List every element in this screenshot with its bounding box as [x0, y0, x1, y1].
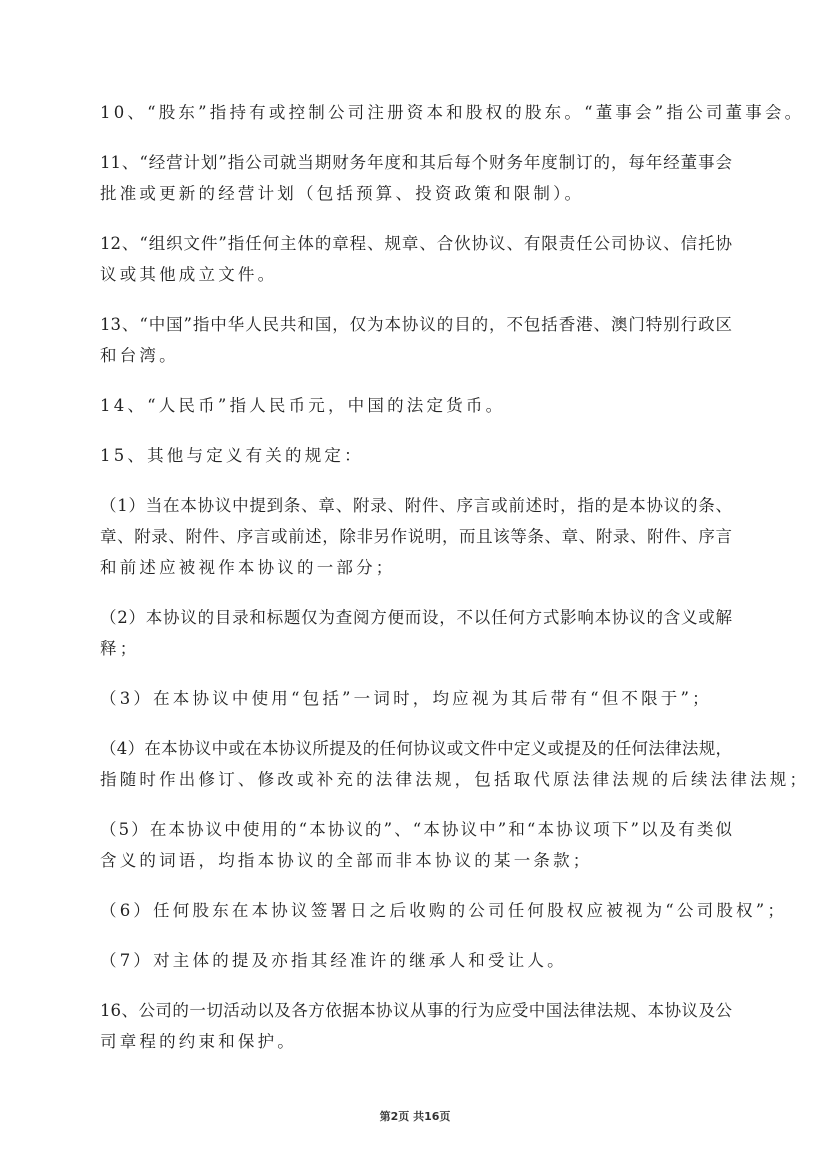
text-line: （4）在本协议中或在本协议所提及的任何协议或文件中定义或提及的任何法律法规， — [100, 739, 732, 758]
text-line: 含义的词语，均指本协议的全部而非本协议的某一条款； — [100, 851, 593, 870]
paragraph — [100, 683, 732, 714]
paragraph — [100, 733, 810, 795]
text-line: （5）在本协议中使用的“本协议的”、“本协议中”和“本协议项下”以及有类似 — [100, 820, 732, 839]
text-line: （2）本协议的目录和标题仅为查阅方便而设，不以任何方式影响本协议的含义或解 — [100, 608, 732, 627]
text-line: 议或其他成立文件。 — [100, 265, 278, 284]
text-line: 批准或更新的经营计划（包括预算、投资政策和限制）。 — [100, 184, 585, 203]
text-line: 10、“股东”指持有或控制公司注册资本和股权的股东。“董事会”指公司董事会。 — [100, 103, 805, 122]
text-line: 和台湾。 — [100, 346, 179, 365]
paragraph — [100, 895, 788, 926]
text-line: 指随时作出修订、修改或补充的法律法规，包括取代原法律法规的后续法律法规； — [100, 770, 810, 789]
text-line: 和前述应被视作本协议的一部分； — [100, 558, 396, 577]
paragraph — [100, 440, 732, 471]
text-line: 14、“人民币”指人民币元，中国的法定货币。 — [100, 396, 506, 415]
text-line: 16、公司的一切活动以及各方依据本协议从事的行为应受中国法律法规、本协议及公 — [100, 1001, 732, 1020]
text-line: （1）当在本协议中提到条、章、附录、附件、序言或前述时，指的是本协议的条、 — [100, 496, 732, 515]
paragraph — [100, 147, 732, 209]
text-line: （7）对主体的提及亦指其经准许的继承人和受让人。 — [100, 951, 567, 970]
paragraph — [100, 490, 732, 583]
text-line: （6）任何股东在本协议签署日之后收购的公司任何股权应被视为“公司股权”； — [100, 901, 788, 920]
paragraph — [100, 602, 732, 664]
text-line: 13、“中国”指中华人民共和国，仅为本协议的目的，不包括香港、澳门特别行政区 — [100, 315, 732, 334]
text-line: （3）在本协议中使用“包括”一词时，均应视为其后带有“但不限于”； — [100, 689, 712, 708]
paragraph — [100, 390, 732, 421]
paragraph — [100, 995, 732, 1057]
document-body — [100, 97, 810, 1076]
paragraph — [100, 97, 805, 128]
text-line: 章、附录、附件、序言或前述，除非另作说明，而且该等条、章、附录、附件、序言 — [100, 527, 732, 546]
paragraph — [100, 945, 732, 976]
text-line: 12、“组织文件”指任何主体的章程、规章、合伙协议、有限责任公司协议、信托协 — [100, 234, 732, 253]
paragraph — [100, 309, 732, 371]
text-line: 11、“经营计划”指公司就当期财务年度和其后每个财务年度制订的，每年经董事会 — [100, 153, 732, 172]
paragraph — [100, 228, 732, 290]
paragraph — [100, 814, 732, 876]
text-line: 释； — [100, 639, 140, 658]
page-number: 第2页 共16页 — [379, 1110, 451, 1123]
text-line: 司章程的约束和保护。 — [100, 1032, 297, 1051]
text-line: 15、其他与定义有关的规定： — [100, 446, 364, 465]
